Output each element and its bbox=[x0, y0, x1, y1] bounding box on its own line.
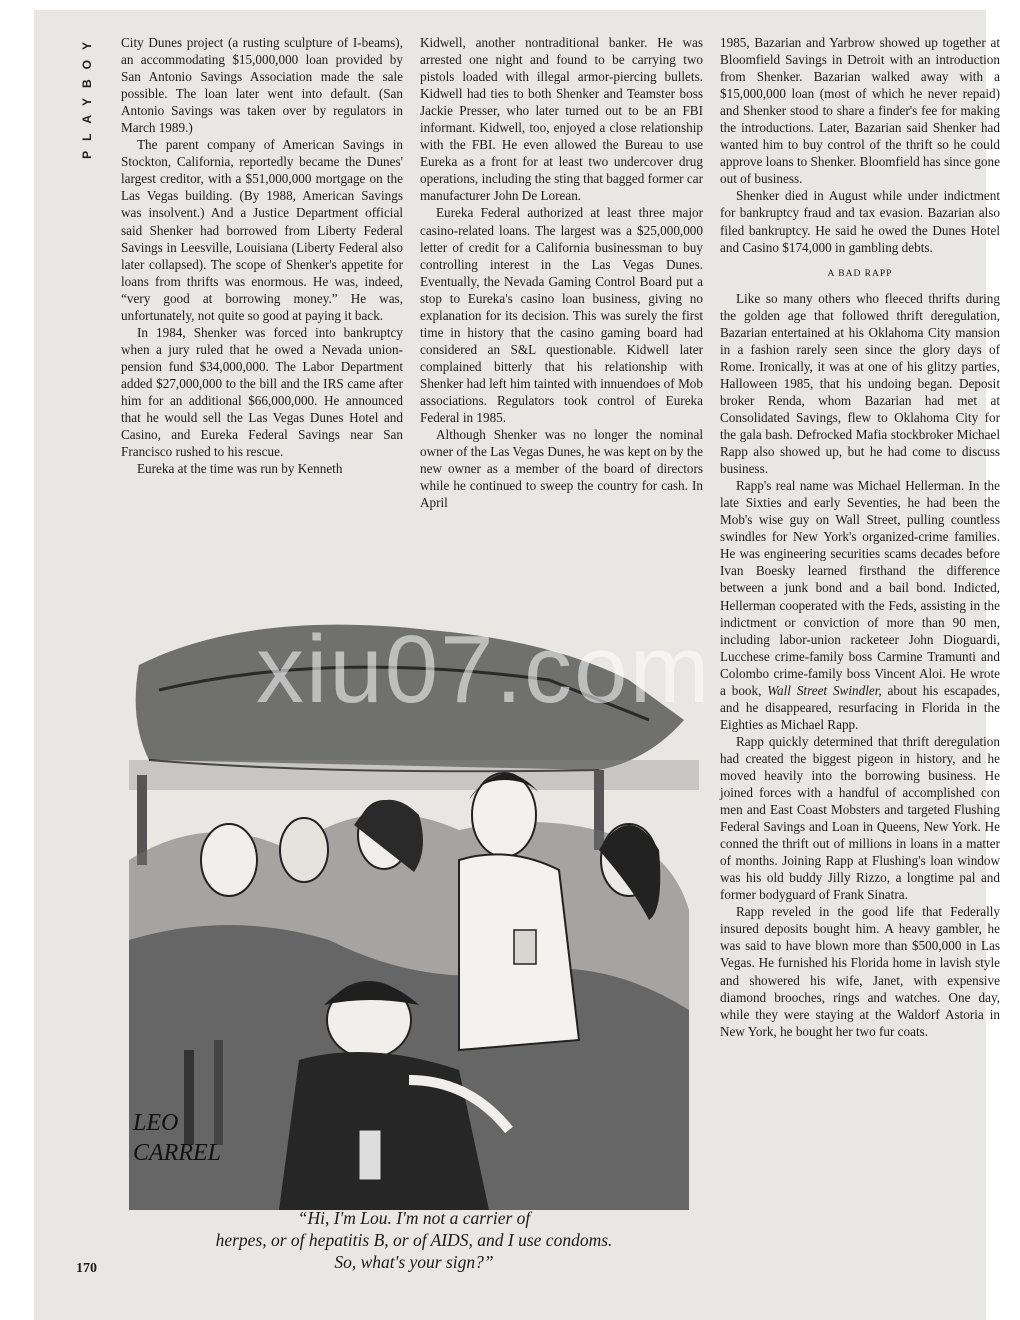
article-column-2 bbox=[420, 34, 703, 511]
running-head: PLAYBOY bbox=[80, 32, 94, 159]
article-column-3 bbox=[720, 34, 1000, 1040]
paragraph: The parent company of American Savings in Stockton, California, reportedly became the Dunes' largest creditor, with a $51,000,000 mortgage on the Las Vegas building. (By 1988, American Savings was insolvent.) And a Justice Department official said Shenker had borrowed from Liberty Federal Savings in Leesville, Louisiana (Liberty Federal also later collapsed). The scope of Shenker's appetite for loans from thrifts was enormous. He was, indeed, “very good at borrowing money.” He was, unfortunately, not quite so good at paying it back. bbox=[121, 137, 403, 323]
cartoon-illustration bbox=[129, 610, 699, 1210]
caption-line: So, what's your sign?” bbox=[334, 1252, 494, 1272]
paragraph: 1985, Bazarian and Yarbrow showed up together at Bloomfield Savings in Detroit with an introduction from Shenker. Bazarian walked away with a $15,000,000 loan (most of which he never repaid) and Shenker stood to share a finder's fee for making the introductions. Later, Bazarian said Shenker had wanted him to buy control of the thrift so he could approve loans to Shenker. Bloomfield has since gone out of business. bbox=[720, 35, 1000, 187]
paragraph-text: Rapp's real name was Michael Hellerman. In the late Sixties and early Seventies, he had been the Mob's wise guy on Wall Street, pulling countless swindles for New York's organized-crime families. He was engineering securities scams decades before Ivan Boesky learned firsthand the difference between a junk bond and a bail bond. Indicted, Hellerman cooperated with the Feds, assisting in the indictment or conviction of more than 90 men, including labor-union racketeer John Dioguardi, Lucchese crime-family boss Carmine Tramunti and Colombo crime-family boss Vincent Aloi. He wrote a book, bbox=[720, 478, 1000, 698]
paragraph: Rapp reveled in the good life that Federally insured deposits bought him. A heavy gambler, he was said to have blown more than $500,000 in Las Vegas. He furnished his Florida home in lavish style and showered his wife, Janet, with expensive diamond brooches, rings and watches. One day, while they were staying at the Waldorf Astoria in New York, he bought her two fur coats. bbox=[720, 904, 1000, 1039]
paragraph: Shenker died in August while under indictment for bankruptcy fraud and tax evasion. Bazarian also filed bankruptcy. He said he owed the Dunes Hotel and Casino $174,000 in gambling debts. bbox=[720, 188, 1000, 255]
watermark: xiu07.com bbox=[256, 616, 712, 723]
cartoon-caption bbox=[124, 1207, 704, 1273]
paragraph: Although Shenker was no longer the nominal owner of the Las Vegas Dunes, he was kept on by the new owner as a member of the board of directors while he continued to sweep the country for cash. In April bbox=[420, 427, 703, 511]
paragraph: Eureka Federal authorized at least three major casino-related loans. The largest was a $25,000,000 letter of credit for a California businessman to buy controlling interest in the Las Vegas Dunes. Eventually, the Nevada Gaming Control Board put a stop to Eureka's casino loan business, giving no explanation for its decision. This was surely the first time in history that the casino gaming board had considered an S&L questionable. Kidwell later complained bitterly that his relationship with Shenker had left him tainted with innuendoes of Mob associations. Regulators took control of Eureka Federal in 1985. bbox=[420, 205, 703, 426]
book-title: Wall Street Swindler, bbox=[767, 682, 882, 698]
page-number: 170 bbox=[76, 1261, 97, 1276]
section-subhead: A BAD RAPP bbox=[827, 268, 893, 279]
paragraph: Like so many others who fleeced thrifts during the golden age that followed thrift deregulation, Bazarian entertained at his Oklahoma City mansion in a fashion rarely seen since the glory days of Rome. Ironically, it was at one of his glitzy parties, Halloween 1985, that his undoing began. Deposit broker Renda, whom Bazarian had met at Consolidated Savings, flew to Oklahoma City for the gala bash. Defrocked Mafia stockbroker Michael Rapp also showed up, but he had come to discuss business. bbox=[720, 290, 1000, 477]
caption-line: herpes, or of hepatitis B, or of AIDS, and I use condoms. bbox=[215, 1230, 613, 1250]
paragraph: City Dunes project (a rusting sculpture of I-beams), an accommodating $15,000,000 loan provided by San Antonio Savings Association made the sale possible. The loan later went into default. (San Antonio Savings was taken over by regulators in March 1989.) bbox=[121, 35, 403, 136]
paragraph: In 1984, Shenker was forced into bankruptcy when a jury ruled that he owed a Nevada union-pension fund $34,000,000. The Labor Department added $27,000,000 to the bill and the IRS came after him for an additional $66,000,000. He announced that he would sell the Las Vegas Dunes Hotel and Casino, and Eureka Federal Savings near San Francisco rushed to his rescue. bbox=[121, 324, 403, 460]
paragraph: Eureka at the time was run by Kenneth bbox=[137, 461, 343, 477]
article-column-1 bbox=[121, 34, 403, 477]
magazine-page bbox=[34, 10, 1000, 1320]
paragraph: Kidwell, another nontraditional banker. He was arrested one night and found to be carrying two pistols loaded with illegal armor-piercing bullets. Kidwell had ties to both Shenker and Teamster boss Jackie Presser, who later turned out to be an FBI informant. Kidwell, too, enjoyed a close relationship with the FBI. He even allowed the Bureau to use Eureka as a front for at least two undercover drug operations, including the sting that bagged former car manufacturer John De Lorean. bbox=[420, 35, 703, 204]
artist-signature: LEO bbox=[133, 1110, 179, 1136]
paragraph-text: about his escapades, and he disappeared, resurfacing in Florida in the Eighties as Michael Rapp. bbox=[720, 682, 1000, 732]
paragraph: Rapp quickly determined that thrift deregulation had created the biggest pigeon in history, and he moved heavily into the borrowing business. He joined forces with a handful of accomplished con men and East Coast Mobsters and targeted Flushing Federal Savings and Loan in Queens, New York. He conned the thrift out of millions in loans in a matter of months. Joining Rapp at Flushing's loan window was his old buddy Jilly Rizzo, a longtime pal and former bodyguard of Frank Sinatra. bbox=[720, 733, 1000, 903]
artist-signature: CARREL bbox=[133, 1140, 221, 1166]
paragraph bbox=[720, 477, 1000, 733]
caption-line: “Hi, I'm Lou. I'm not a carrier of bbox=[297, 1208, 531, 1228]
